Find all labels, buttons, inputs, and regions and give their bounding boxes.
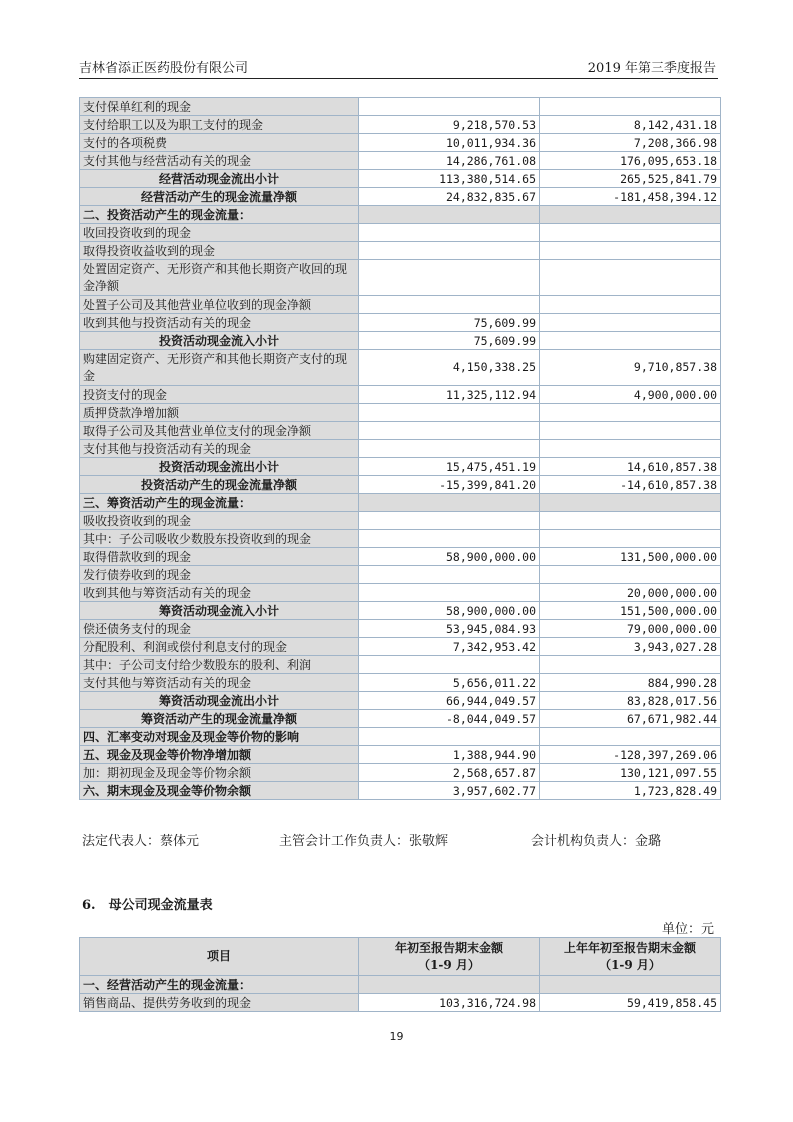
prior-period-value	[540, 242, 721, 260]
prior-period-value: 8,142,431.18	[540, 116, 721, 134]
current-period-value: -8,044,049.57	[359, 710, 540, 728]
table-row	[80, 530, 721, 548]
prior-period-value: 79,000,000.00	[540, 620, 721, 638]
current-period-value	[359, 584, 540, 602]
current-period-value	[359, 656, 540, 674]
current-period-value: 14,286,761.08	[359, 152, 540, 170]
row-label: 支付的各项税费	[80, 134, 359, 152]
row-label: 收到其他与投资活动有关的现金	[80, 314, 359, 332]
legal-representative: 法定代表人：蔡体元	[82, 834, 200, 849]
table-row	[80, 350, 721, 386]
table-row	[80, 422, 721, 440]
row-label: 取得投资收益收到的现金	[80, 242, 359, 260]
row-label: 其中：子公司支付给少数股东的股利、利润	[80, 656, 359, 674]
prior-period-value	[540, 512, 721, 530]
table-row	[80, 512, 721, 530]
accounting-org-head: 会计机构负责人：金璐	[531, 834, 662, 849]
table-row	[80, 116, 721, 134]
row-label: 支付其他与筹资活动有关的现金	[80, 674, 359, 692]
current-period-value	[359, 530, 540, 548]
consolidated-cash-flow-table	[79, 97, 721, 800]
prior-period-value: 3,943,027.28	[540, 638, 721, 656]
row-label: 支付其他与经营活动有关的现金	[80, 152, 359, 170]
prior-period-value	[540, 728, 721, 746]
table-row	[80, 764, 721, 782]
table-row	[80, 242, 721, 260]
row-label: 经营活动产生的现金流量净额	[80, 188, 359, 206]
prior-period-value: 59,419,858.45	[540, 994, 721, 1012]
current-period-value	[359, 566, 540, 584]
prior-period-value: 7,208,366.98	[540, 134, 721, 152]
table-row	[80, 386, 721, 404]
current-period-value: 58,900,000.00	[359, 602, 540, 620]
prior-period-value: 67,671,982.44	[540, 710, 721, 728]
current-period-value	[359, 206, 540, 224]
prior-period-value	[540, 332, 721, 350]
header-item: 项目	[80, 938, 359, 976]
row-label: 取得子公司及其他营业单位支付的现金净额	[80, 422, 359, 440]
table-row	[80, 332, 721, 350]
row-label: 处置子公司及其他营业单位收到的现金净额	[80, 296, 359, 314]
table-row	[80, 188, 721, 206]
cash-flow-table-body	[80, 98, 721, 800]
current-period-value: 66,944,049.57	[359, 692, 540, 710]
current-period-value: 10,011,934.36	[359, 134, 540, 152]
current-period-value: 5,656,011.22	[359, 674, 540, 692]
row-label: 投资活动产生的现金流量净额	[80, 476, 359, 494]
table-row	[80, 994, 721, 1012]
row-label: 发行债券收到的现金	[80, 566, 359, 584]
row-label: 支付保单红利的现金	[80, 98, 359, 116]
table-row	[80, 314, 721, 332]
current-period-value	[359, 242, 540, 260]
row-label: 六、期末现金及现金等价物余额	[80, 782, 359, 800]
table-row	[80, 692, 721, 710]
row-label: 质押贷款净增加额	[80, 404, 359, 422]
header-current-period: 年初至报告期末金额 （1-9 月）	[359, 938, 540, 976]
table-row	[80, 548, 721, 566]
table-row	[80, 224, 721, 242]
table-row	[80, 638, 721, 656]
current-period-value: 58,900,000.00	[359, 548, 540, 566]
current-period-value	[359, 976, 540, 994]
table-row	[80, 602, 721, 620]
prior-period-value: -14,610,857.38	[540, 476, 721, 494]
row-label: 销售商品、提供劳务收到的现金	[80, 994, 359, 1012]
prior-period-value	[540, 494, 721, 512]
prior-period-value	[540, 404, 721, 422]
table-row	[80, 976, 721, 994]
row-label: 偿还债务支付的现金	[80, 620, 359, 638]
table-row	[80, 728, 721, 746]
row-label: 筹资活动现金流出小计	[80, 692, 359, 710]
table-row	[80, 620, 721, 638]
table-row	[80, 674, 721, 692]
table-row	[80, 746, 721, 764]
current-period-value	[359, 224, 540, 242]
prior-period-value: 130,121,097.55	[540, 764, 721, 782]
current-period-value: 1,388,944.90	[359, 746, 540, 764]
row-label: 筹资活动现金流入小计	[80, 602, 359, 620]
prior-period-value	[540, 296, 721, 314]
current-period-value: 9,218,570.53	[359, 116, 540, 134]
prior-period-value: 884,990.28	[540, 674, 721, 692]
current-period-value: 53,945,084.93	[359, 620, 540, 638]
table-row	[80, 404, 721, 422]
current-period-value	[359, 296, 540, 314]
row-label: 收到其他与筹资活动有关的现金	[80, 584, 359, 602]
prior-period-value	[540, 530, 721, 548]
table-row	[80, 494, 721, 512]
table-row	[80, 710, 721, 728]
prior-period-value: 20,000,000.00	[540, 584, 721, 602]
table-row	[80, 260, 721, 296]
prior-period-value: 151,500,000.00	[540, 602, 721, 620]
row-label: 取得借款收到的现金	[80, 548, 359, 566]
row-label: 支付其他与投资活动有关的现金	[80, 440, 359, 458]
row-label: 支付给职工以及为职工支付的现金	[80, 116, 359, 134]
row-label: 筹资活动产生的现金流量净额	[80, 710, 359, 728]
prior-period-value	[540, 314, 721, 332]
row-label: 分配股利、利润或偿付利息支付的现金	[80, 638, 359, 656]
row-label: 购建固定资产、无形资产和其他长期资产支付的现金	[80, 350, 359, 386]
table-row	[80, 152, 721, 170]
current-period-value	[359, 494, 540, 512]
prior-period-value	[540, 422, 721, 440]
prior-period-value	[540, 224, 721, 242]
current-period-value	[359, 512, 540, 530]
unit-label: 单位：元	[661, 922, 714, 937]
section-title-parent-cash-flow: 6. 母公司现金流量表	[82, 898, 213, 913]
prior-period-value	[540, 566, 721, 584]
prior-period-value: 9,710,857.38	[540, 350, 721, 386]
current-period-value	[359, 98, 540, 116]
table-row	[80, 98, 721, 116]
table-row	[80, 170, 721, 188]
table-row	[80, 782, 721, 800]
prior-period-value	[540, 976, 721, 994]
current-period-value: 75,609.99	[359, 314, 540, 332]
row-label: 吸收投资收到的现金	[80, 512, 359, 530]
current-period-value: 4,150,338.25	[359, 350, 540, 386]
row-label: 二、投资活动产生的现金流量：	[80, 206, 359, 224]
row-label: 经营活动现金流出小计	[80, 170, 359, 188]
prior-period-value: 14,610,857.38	[540, 458, 721, 476]
table-row	[80, 458, 721, 476]
current-period-value: 113,380,514.65	[359, 170, 540, 188]
current-period-value	[359, 404, 540, 422]
table-row	[80, 566, 721, 584]
current-period-value: -15,399,841.20	[359, 476, 540, 494]
prior-period-value	[540, 260, 721, 296]
table-row	[80, 656, 721, 674]
row-label: 四、汇率变动对现金及现金等价物的影响	[80, 728, 359, 746]
page-number: 19	[389, 1030, 404, 1043]
row-label: 处置固定资产、无形资产和其他长期资产收回的现金净额	[80, 260, 359, 296]
current-period-value: 75,609.99	[359, 332, 540, 350]
current-period-value	[359, 260, 540, 296]
table-row	[80, 440, 721, 458]
current-period-value: 11,325,112.94	[359, 386, 540, 404]
prior-period-value: -128,397,269.06	[540, 746, 721, 764]
header-report-title: 2019 年第三季度报告	[587, 61, 716, 76]
row-label: 投资支付的现金	[80, 386, 359, 404]
row-label: 三、筹资活动产生的现金流量：	[80, 494, 359, 512]
row-label: 一、经营活动产生的现金流量：	[80, 976, 359, 994]
current-period-value: 2,568,657.87	[359, 764, 540, 782]
current-period-value	[359, 422, 540, 440]
current-period-value: 15,475,451.19	[359, 458, 540, 476]
prior-period-value: 83,828,017.56	[540, 692, 721, 710]
prior-period-value: 131,500,000.00	[540, 548, 721, 566]
current-period-value: 24,832,835.67	[359, 188, 540, 206]
parent-cash-flow-table-body	[80, 976, 721, 1012]
current-period-value	[359, 440, 540, 458]
row-label: 收回投资收到的现金	[80, 224, 359, 242]
table-row	[80, 206, 721, 224]
prior-period-value: 176,095,653.18	[540, 152, 721, 170]
row-label: 加：期初现金及现金等价物余额	[80, 764, 359, 782]
prior-period-value	[540, 656, 721, 674]
row-label: 投资活动现金流出小计	[80, 458, 359, 476]
prior-period-value	[540, 206, 721, 224]
prior-period-value: 4,900,000.00	[540, 386, 721, 404]
current-period-value	[359, 728, 540, 746]
table-row	[80, 134, 721, 152]
table-row	[80, 476, 721, 494]
table-row	[80, 296, 721, 314]
prior-period-value: 265,525,841.79	[540, 170, 721, 188]
current-period-value: 103,316,724.98	[359, 994, 540, 1012]
current-period-value: 3,957,602.77	[359, 782, 540, 800]
current-period-value: 7,342,953.42	[359, 638, 540, 656]
parent-cash-flow-table	[79, 937, 721, 1012]
table-header-row	[80, 938, 721, 976]
header-company: 吉林省添正医药股份有限公司	[79, 61, 249, 76]
prior-period-value	[540, 98, 721, 116]
row-label: 五、现金及现金等价物净增加额	[80, 746, 359, 764]
prior-period-value	[540, 440, 721, 458]
row-label: 投资活动现金流入小计	[80, 332, 359, 350]
accounting-head: 主管会计工作负责人：张敬辉	[279, 834, 449, 849]
row-label: 其中：子公司吸收少数股东投资收到的现金	[80, 530, 359, 548]
prior-period-value: -181,458,394.12	[540, 188, 721, 206]
header-divider	[79, 78, 718, 79]
prior-period-value: 1,723,828.49	[540, 782, 721, 800]
table-row	[80, 584, 721, 602]
header-prior-period: 上年年初至报告期末金额 （1-9 月）	[540, 938, 721, 976]
